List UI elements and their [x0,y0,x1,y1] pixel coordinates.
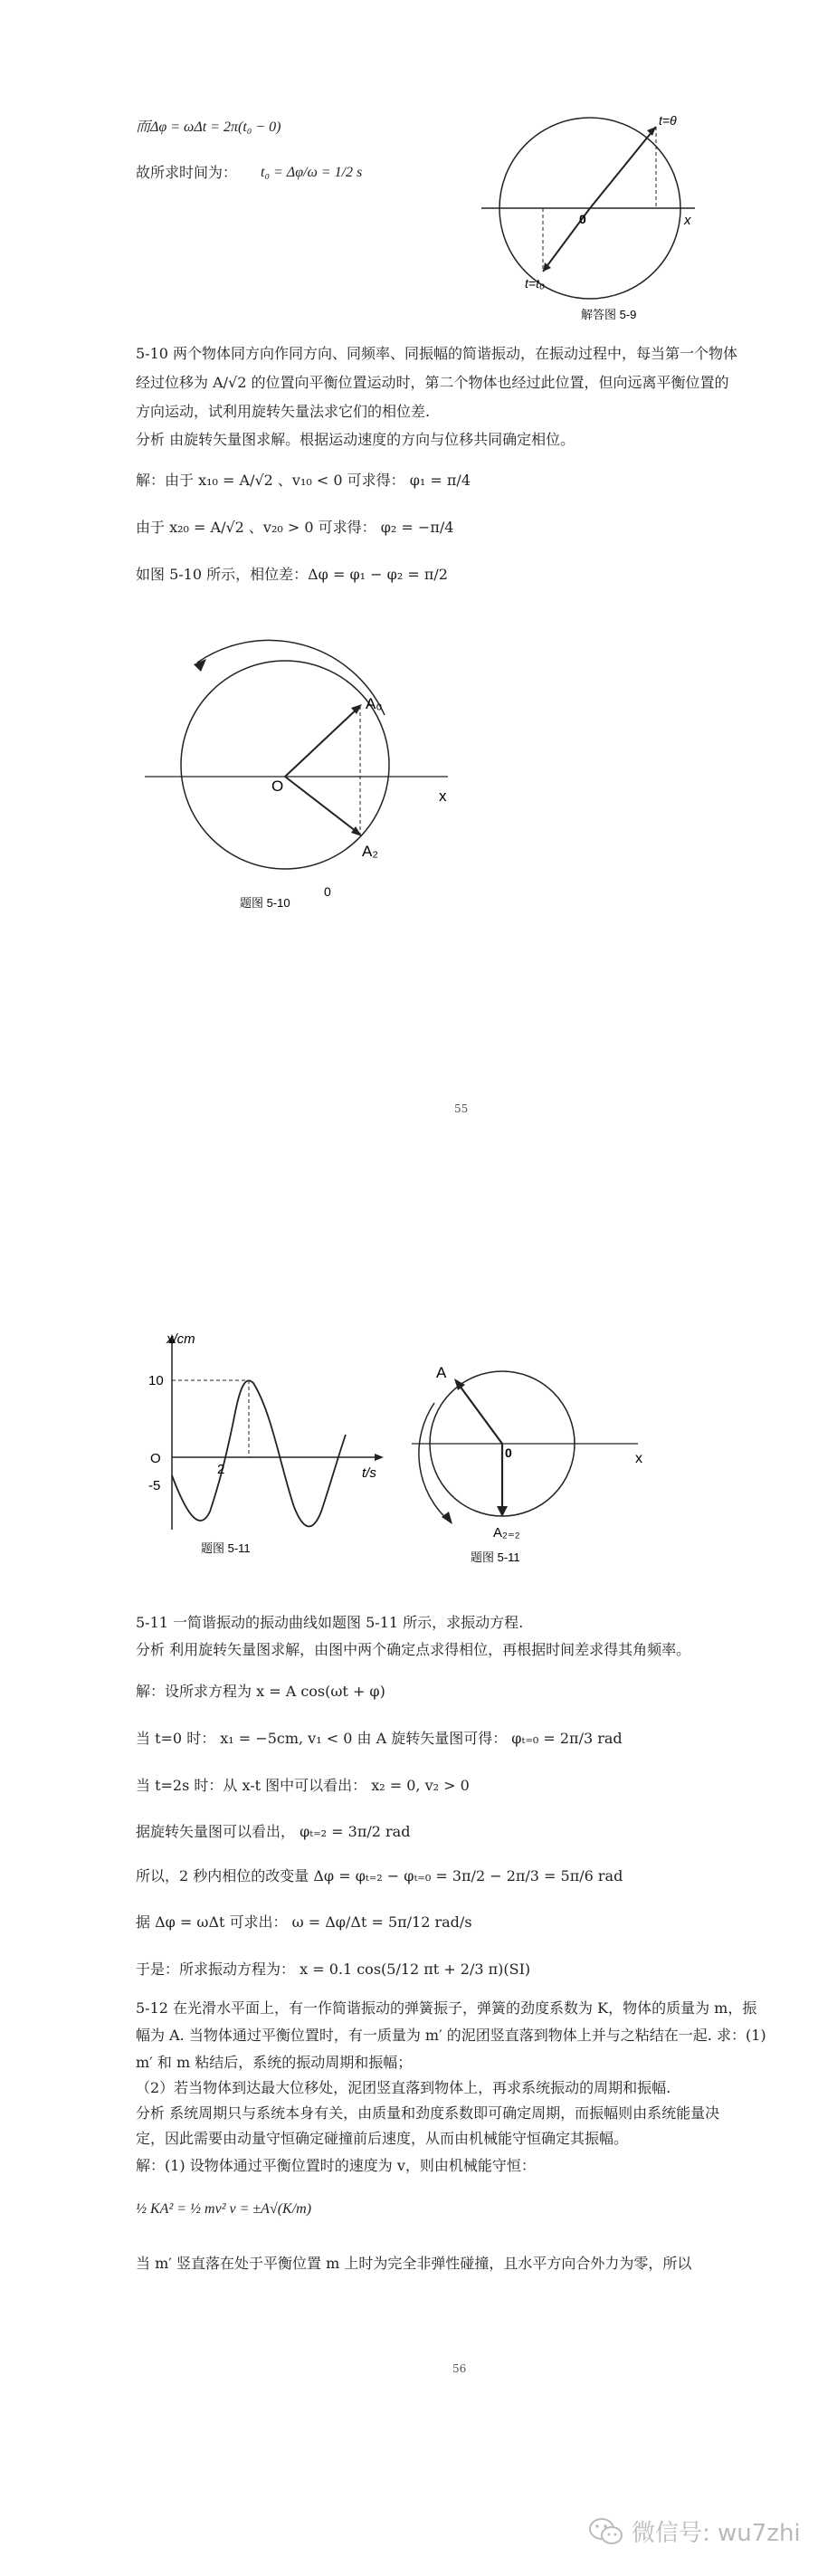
time-line-label: 故所求时间为： [136,164,238,181]
problem-5-12-line2: 幅为 A. 当物体通过平衡位置时，有一质量为 m′ 的泥团竖直落到物体上并与之粘结在一起. 求：(1) [136,2027,766,2044]
y-axis-label: x/cm [166,1331,195,1347]
label-a-t2: A₂₌₂ [493,1525,520,1541]
label-x: x [684,213,691,228]
solution-5-12-line1: 解：(1) 设物体通过平衡位置时的速度为 v，则由机械能守恒： [136,2157,536,2174]
rotation-arc [419,1403,451,1522]
solution-5-11-line4: 据旋转矢量图可以看出， φₜ₌₂ = 3π/2 rad [136,1823,411,1840]
label-origin: 0 [579,212,586,226]
solution-5-10-line1: 解：由于 x₁₀ = A/√2 、v₁₀ < 0 可求得： φ₁ = π/4 [136,472,471,489]
label-origin: O [271,778,284,795]
label-zero: 0 [324,884,331,899]
problem-5-12-line1: 5-12 在光滑水平面上，有一作简谐振动的弹簧振子，弹簧的劲度系数为 K，物体的质量为 m，振 [136,1999,757,2017]
analysis-5-12-line2: 定，因此需要由动量守恒确定碰撞前后速度，从而由机械能守恒确定其振幅。 [136,2130,629,2147]
figure-5-11-vector [407,1331,670,1566]
solution-5-11-line3: 当 t=2s 时：从 x-t 图中可以看出： x₂ = 0, v₂ > 0 [136,1777,470,1794]
vector-a2 [285,777,360,835]
tick-origin: O [150,1451,161,1466]
watermark [588,2514,801,2548]
label-a: A [436,1364,447,1381]
label-t-theta: t=θ [659,113,677,128]
vector-a [457,1382,502,1444]
label-a2: A₂ [362,843,378,860]
solution-5-11-line7: 于是：所求振动方程为： x = 0.1 cos(5/12 πt + 2/3 π)(SI) [136,1961,531,1978]
page-number: 55 [454,1102,469,1115]
tick-10: 10 [148,1373,164,1388]
solution-5-11-line1: 解：设所求方程为 x = A cos(ωt + φ) [136,1683,385,1700]
figure-5-10 [136,606,516,914]
label-x: x [635,1451,642,1466]
problem-5-12-line4: （2）若当物体到达最大位移处，泥团竖直落到物体上，再求系统振动的周期和振幅. [136,2079,671,2096]
label-a0: A₀ [366,695,383,712]
problem-5-11-title: 5-11 一简谐振动的振动曲线如题图 5-11 所示，求振动方程. [136,1614,524,1631]
rotation-arrowhead [442,1512,452,1524]
figure-caption: 解答图 5-9 [581,308,637,321]
vector-t-theta [590,127,656,208]
solution-5-10-line3: 如图 5-10 所示，相位差：Δφ = φ₁ − φ₂ = π/2 [136,566,448,583]
displacement-curve [172,1380,346,1526]
x-axis-label: t/s [362,1465,376,1481]
label-t0: t=t₀ [525,276,545,291]
figure-caption: 题图 5-10 [240,896,290,910]
tick-minus-5: -5 [148,1478,161,1493]
label-origin: 0 [505,1445,512,1460]
figure-caption: 题图 5-11 [471,1550,520,1564]
vector-arrowhead [543,262,551,272]
analysis-5-10: 分析 由旋转矢量图求解。根据运动速度的方向与位移共同确定相位。 [136,431,575,448]
solution-5-11-line2: 当 t=0 时： x₁ = −5cm, v₁ < 0 由 A 旋转矢量图可得： φₜ₌₀ = 2π/3 rad [136,1730,623,1747]
solution-5-12-energy: ½ KA² = ½ mv² v = ±A√(K/m) [136,2201,312,2217]
solution-5-11-line5: 所以，2 秒内相位的改变量 Δφ = φₜ₌₂ − φₜ₌₀ = 3π/2 − 2π/3 = 5π/6 rad [136,1867,623,1884]
rotation-circle [181,661,389,869]
solution-5-10-line2: 由于 x₂₀ = A/√2 、v₂₀ > 0 可求得： φ₂ = −π/4 [136,519,454,536]
delta-phi-line: 而Δφ = ωΔt = 2π(t₀ − 0) [136,119,281,135]
rotation-arc [197,640,385,715]
figure-5-11-graph [136,1331,443,1566]
page-number: 56 [452,2362,467,2375]
solution-5-11-line6: 据 Δφ = ωΔt 可求出： ω = Δφ/Δt = 5π/12 rad/s [136,1913,472,1931]
problem-5-10-line3: 方向运动，试利用旋转矢量法求它们的相位差. [136,403,431,420]
figure-caption: 题图 5-11 [201,1541,251,1555]
vector-a0 [285,706,360,777]
figure-5-9 [471,100,706,326]
problem-5-10-title: 5-10 两个物体同方向作同方向、同频率、同振幅的简谐振动，在振动过程中，每当第一个物体 [136,345,738,362]
tick-2: 2 [217,1462,225,1477]
analysis-5-12-line1: 分析 系统周期只与系统本身有关，由质量和劲度系数即可确定周期，而振幅则由系统能量决 [136,2104,720,2122]
time-line-formula: t₀ = Δφ/ω = 1/2 s [261,165,363,180]
label-x: x [439,787,447,805]
x-axis-arrow [375,1454,384,1461]
problem-5-10-line2: 经过位移为 A/√2 的位置向平衡位置运动时，第二个物体也经过此位置，但向远离平衡位置的 [136,374,729,391]
problem-5-12-line3: m′ 和 m 粘结后，系统的振动周期和振幅； [136,2054,413,2071]
watermark-text: 微信号: wu7zhi [632,2520,801,2547]
wechat-icon [588,2516,624,2547]
analysis-5-11: 分析 利用旋转矢量图求解，由图中两个确定点求得相位，再根据时间差求得其角频率。 [136,1641,691,1658]
vector-arrowhead [647,127,656,136]
solution-5-12-line3: 当 m′ 竖直落在处于平衡位置 m 上时为完全非弹性碰撞，且水平方向合外力为零，所以 [136,2255,692,2272]
